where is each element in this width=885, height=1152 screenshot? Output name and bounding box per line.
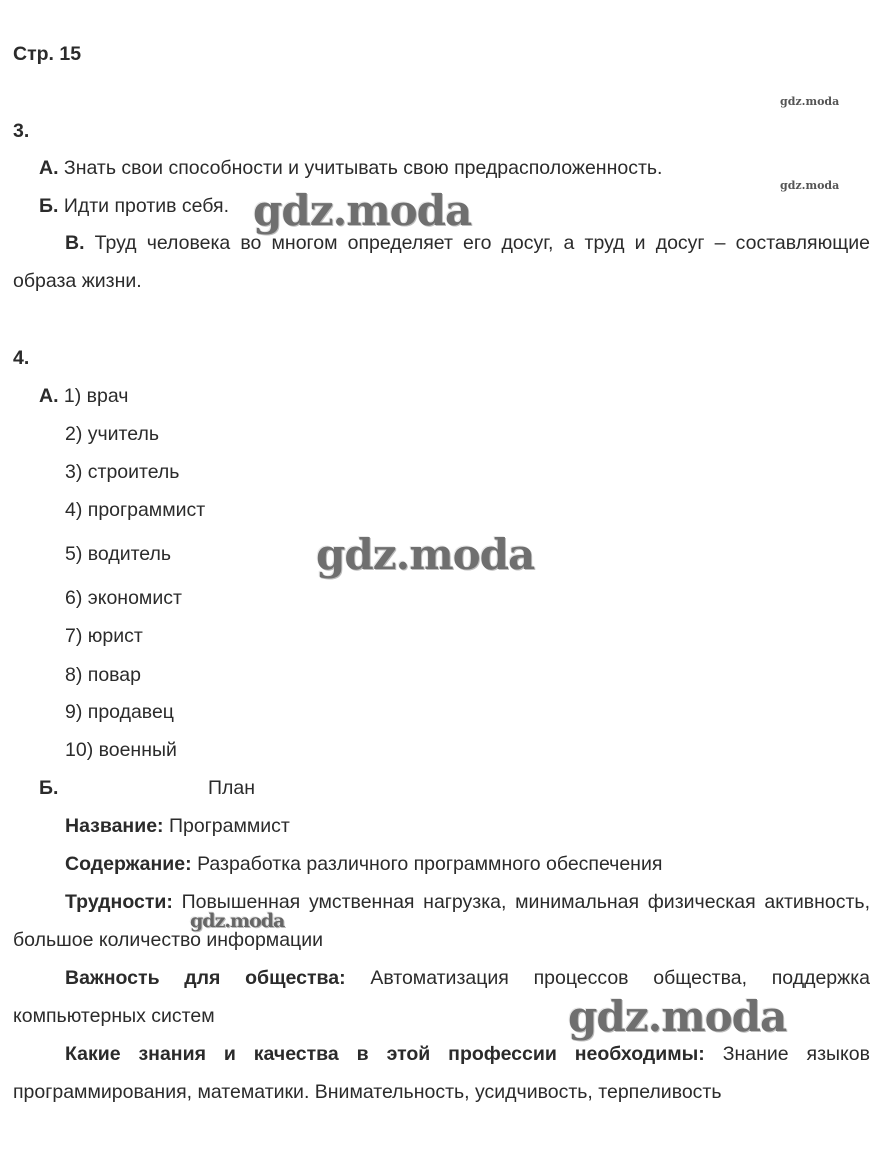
plan-skills-row [13, 1035, 870, 1111]
section-4-number: 4. [13, 347, 30, 369]
plan-difficulties-row [13, 883, 870, 959]
section-3-item-b [39, 195, 229, 218]
plan-key: Трудности: [65, 891, 173, 913]
plan-key: Содержание: [65, 853, 192, 875]
page-number-label: Стр. 15 [13, 43, 82, 65]
section-4-item-b-label: Б. [39, 777, 59, 799]
profession-item: 7) юрист [65, 625, 143, 647]
profession-item: 2) учитель [65, 423, 160, 445]
plan-key: Важность для общества: [65, 967, 346, 989]
watermark-small: gdz.moda [780, 179, 840, 192]
profession-item: 9) продавец [65, 701, 174, 723]
plan-key: Какие знания и качества в этой профессии необходимы: [65, 1043, 705, 1065]
plan-name-row [65, 815, 290, 838]
profession-item: 6) экономист [65, 587, 182, 609]
section-3-item-v [13, 224, 870, 300]
plan-title: План [208, 777, 256, 799]
watermark-small: gdz.moda [780, 95, 840, 108]
watermark-logo: gdz.moda [568, 992, 787, 1041]
watermark-logo: gdz.moda [316, 530, 535, 579]
section-4-item-a [39, 385, 128, 408]
plan-value: Автоматизация процессов общества, поддержка компьютерных систем [13, 967, 870, 1027]
profession-item: 1) врач [63, 385, 129, 407]
item-text: Идти против себя. [63, 195, 230, 217]
profession-item: 10) военный [65, 739, 177, 761]
plan-content-row [65, 853, 662, 876]
plan-value: Повышенная умственная нагрузка, минимальная физическая активность, большое количество информации [13, 891, 870, 951]
item-label: Б. [39, 195, 59, 217]
item-label: А. [39, 385, 59, 407]
plan-key: Название: [65, 815, 164, 837]
watermark-logo: gdz.moda [253, 186, 472, 235]
profession-item: 5) водитель [65, 543, 172, 565]
item-text: Знать свои способности и учитывать свою предрасположенность. [63, 157, 663, 179]
profession-item: 4) программист [65, 499, 206, 521]
plan-value: Разработка различного программного обеспечения [197, 853, 663, 875]
item-text: Труд человека во многом определяет его досуг, а труд и досуг – составляющие образа жизни. [13, 232, 871, 292]
plan-value: Программист [168, 815, 290, 837]
section-3-number: 3. [13, 120, 30, 142]
profession-item: 8) повар [65, 664, 141, 686]
section-3-item-a [39, 157, 662, 180]
item-label: В. [65, 232, 85, 254]
plan-value: Знание языков программирования, математики. Внимательность, усидчивость, терпеливость [13, 1043, 870, 1103]
item-label: А. [39, 157, 59, 179]
profession-item: 3) строитель [65, 461, 180, 483]
watermark-medium: gdz.moda [190, 910, 285, 932]
